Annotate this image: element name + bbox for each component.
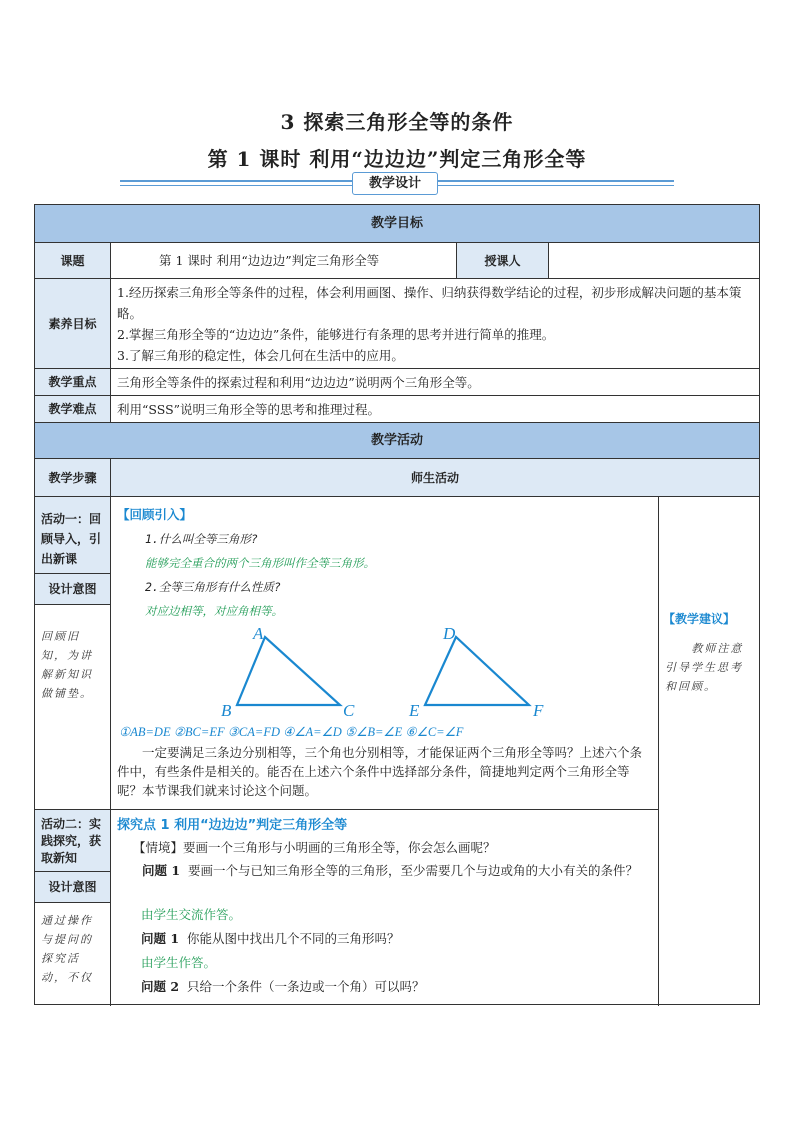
teacher-value xyxy=(549,243,759,279)
suggestion-tag: 【教学建议】 xyxy=(663,612,736,626)
review-question-1: 1.什么叫全等三角形? xyxy=(145,532,258,546)
answer-1: 由学生交流作答。 xyxy=(141,907,242,922)
goals-section-header: 教学目标 xyxy=(35,205,759,243)
key-point-value: 三角形全等条件的探索过程和利用“边边边”说明两个三角形全等。 xyxy=(111,369,759,396)
literacy-goals xyxy=(111,279,759,369)
activity1-design-label: 设计意图 xyxy=(35,574,111,605)
activity2-content xyxy=(111,810,659,1006)
question-1b-label: 问题 1 xyxy=(141,931,180,946)
situation-text: 【情境】要画一个三角形与小明画的三角形全等，你会怎么画呢？ xyxy=(133,840,496,855)
steps-label: 教学步骤 xyxy=(35,459,111,497)
lesson-plan-table xyxy=(34,204,760,1005)
difficulty-value: 利用“SSS”说明三角形全等的思考和推理过程。 xyxy=(111,396,759,423)
literacy-label: 素养目标 xyxy=(35,279,111,369)
question-1b-text: 你能从图中找出几个不同的三角形吗？ xyxy=(187,931,400,946)
literacy-item: 1.经历探索三角形全等条件的过程，体会利用画图、操作、归纳获得数学结论的过程，初步形成解决问题的基本策略。 xyxy=(117,285,742,321)
question-2 xyxy=(141,977,425,995)
question-1-label: 问题 1 xyxy=(142,863,181,878)
triangle-def xyxy=(425,637,529,705)
literacy-item: 2.掌握三角形全等的“边边边”条件，能够进行有条理的思考并进行简单的推理。 xyxy=(117,327,555,342)
difficulty-label: 教学难点 xyxy=(35,396,111,423)
suggestion-text: 教师注意引导学生思考和回顾。 xyxy=(665,642,744,693)
activity2-design-text: 通过操作与提问的探究活动，不仅 xyxy=(35,903,111,1006)
question-2-label: 问题 2 xyxy=(141,979,180,994)
teacher-student-label: 师生活动 xyxy=(111,459,759,497)
question-2-text: 只给一个条件（一条边或一个角）可以吗？ xyxy=(187,979,425,994)
question-1b xyxy=(141,929,400,947)
answer-1b: 由学生作答。 xyxy=(141,955,217,970)
activity1-paragraph: 一定要满足三条边分别相等，三个角也分别相等，才能保证两个三角形全等吗？上述六个条件中，有些条件是相关的。能否在上述六个条件中选择部分条件，简捷地判定两个三角形全等呢？本节课我们就来讨论这个问题。 xyxy=(117,745,643,798)
vertex-label-a: A xyxy=(253,624,264,643)
vertex-label-f: F xyxy=(533,701,544,720)
suggestion-column xyxy=(659,497,759,1006)
key-point-label: 教学重点 xyxy=(35,369,111,396)
vertex-label-c: C xyxy=(343,701,355,720)
section-banner xyxy=(120,172,674,194)
review-tag: 【回顾引入】 xyxy=(117,507,193,522)
explore-point-title: 探究点 1 利用“边边边”判定三角形全等 xyxy=(117,818,348,833)
teacher-label: 授课人 xyxy=(457,243,549,279)
review-answer-2: 对应边相等，对应角相等。 xyxy=(145,604,283,618)
review-question-2: 2.全等三角形有什么性质? xyxy=(145,580,281,594)
question-1 xyxy=(117,861,653,881)
activity1-label: 活动一：回顾导入，引出新课 xyxy=(35,497,111,574)
review-answer-1: 能够完全重合的两个三角形叫作全等三角形。 xyxy=(145,556,375,570)
activity1-content xyxy=(111,497,659,810)
vertex-label-b: B xyxy=(221,701,232,720)
vertex-label-d: D xyxy=(443,624,456,643)
triangle-abc xyxy=(237,637,340,705)
vertex-label-e: E xyxy=(409,701,420,720)
activities-section-header: 教学活动 xyxy=(35,423,759,459)
topic-value: 第 1 课时 利用“边边边”判定三角形全等 xyxy=(111,243,457,279)
literacy-item: 3.了解三角形的稳定性，体会几何在生活中的应用。 xyxy=(117,348,404,363)
banner-label: 教学设计 xyxy=(352,172,438,195)
activity1-design-text: 回顾旧知，为讲解新知识做铺垫。 xyxy=(35,605,111,810)
conditions-list: ①AB=DE ②BC=EF ③CA=FD ④∠A=∠D ⑤∠B=∠E ⑥∠C=∠F xyxy=(119,725,464,739)
topic-label: 课题 xyxy=(35,243,111,279)
lesson-subtitle: 第 1 课时 利用“边边边”判定三角形全等 xyxy=(207,147,587,171)
lesson-title: 3 探索三角形全等的条件 xyxy=(280,110,514,134)
activity2-design-label: 设计意图 xyxy=(35,872,111,903)
activity2-label: 活动二：实践探究，获取新知 xyxy=(35,810,111,872)
question-1-text: 要画一个与已知三角形全等的三角形，至少需要几个与边或角的大小有关的条件？ xyxy=(188,863,639,878)
